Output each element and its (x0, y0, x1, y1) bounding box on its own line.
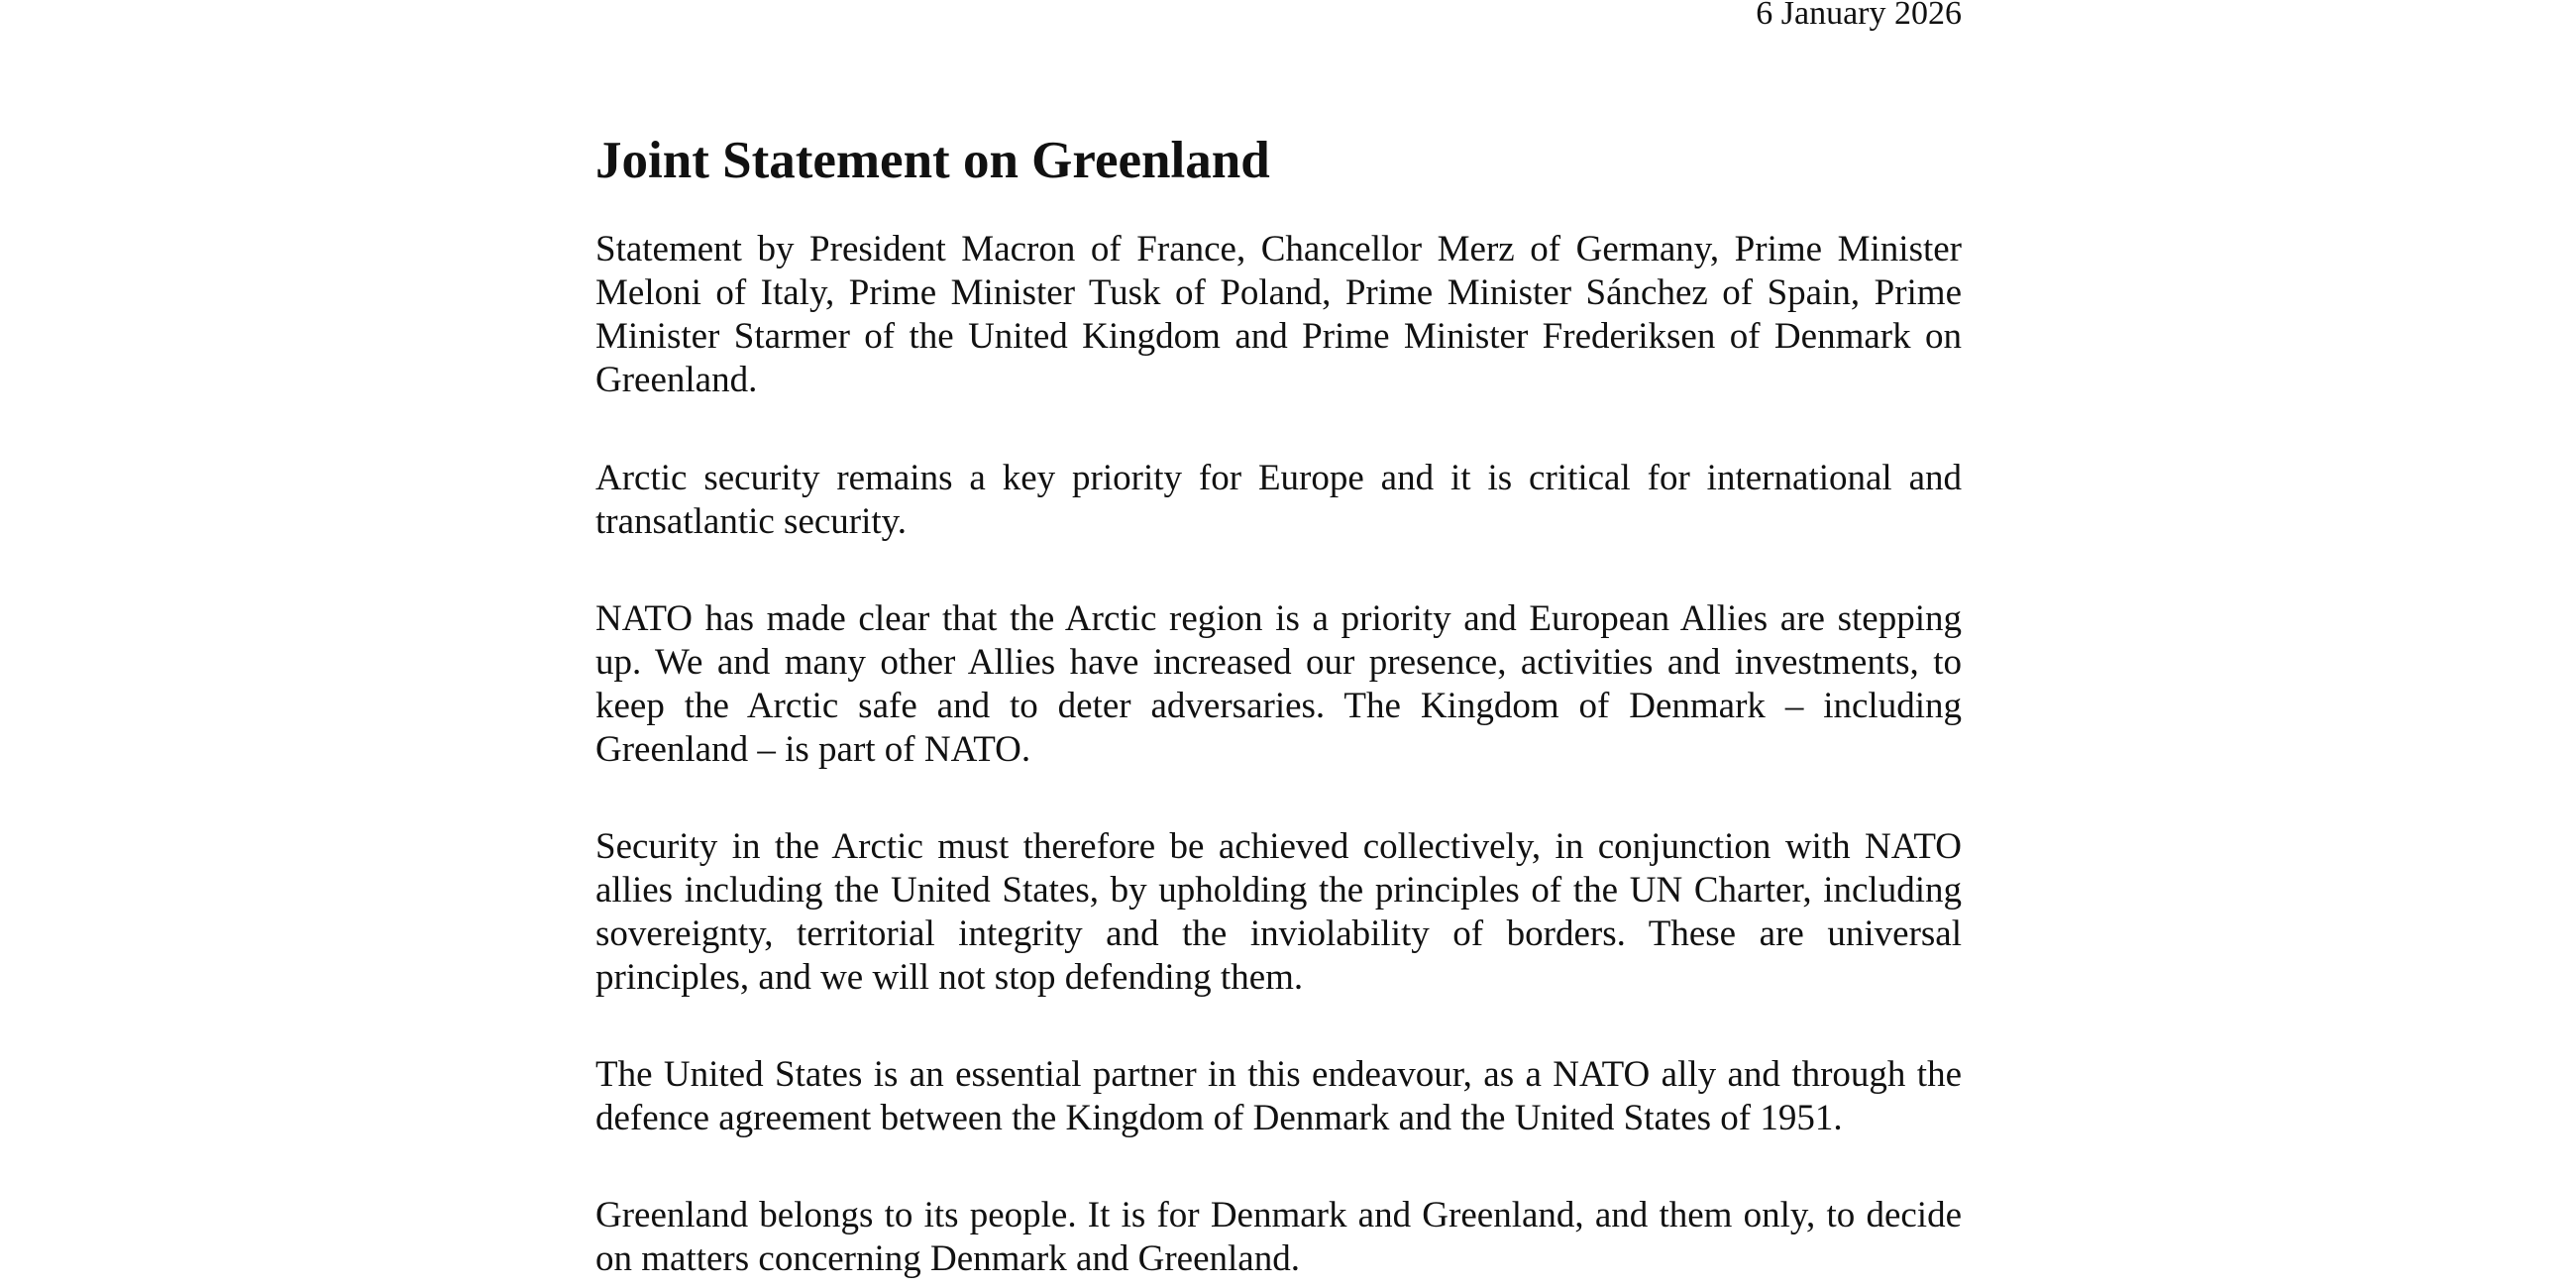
document-page (595, 0, 1962, 1288)
statement-date: 6 January 2026 (1756, 0, 1962, 32)
paragraph-united-states: The United States is an essential partner in this endeavour, as a NATO ally and through the defence agreement between the Kingdom of Denmark and the United States of 1951. (595, 1054, 1962, 1138)
page-title: Joint Statement on Greenland (595, 132, 1270, 189)
paragraph-arctic-security: Arctic security remains a key priority for Europe and it is critical for international and transatlantic security. (595, 458, 1962, 542)
paragraph-greenland-people: Greenland belongs to its people. It is for Denmark and Greenland, and them only, to decide on matters concerning Denmark and Greenland. (595, 1195, 1962, 1279)
paragraph-signatories: Statement by President Macron of France, Chancellor Merz of Germany, Prime Minister Meloni of Italy, Prime Minister Tusk of Poland, Prime Minister Sánchez of Spain, Prime Minister Starmer of the United Kingdom and Prime Minister Frederiksen of Denmark on Greenland. (595, 229, 1962, 400)
paragraph-collective-security: Security in the Arctic must therefore be achieved collectively, in conjunction with NATO allies including the United States, by upholding the principles of the UN Charter, including sovereignty, territorial integrity and the inviolability of borders. These are universal principles, and we will not stop defending them. (595, 826, 1962, 998)
paragraph-nato: NATO has made clear that the Arctic region is a priority and European Allies are stepping up. We and many other Allies have increased our presence, activities and investments, to keep the Arctic safe and to deter adversaries. The Kingdom of Denmark – including Greenland – is part of NATO. (595, 598, 1962, 770)
